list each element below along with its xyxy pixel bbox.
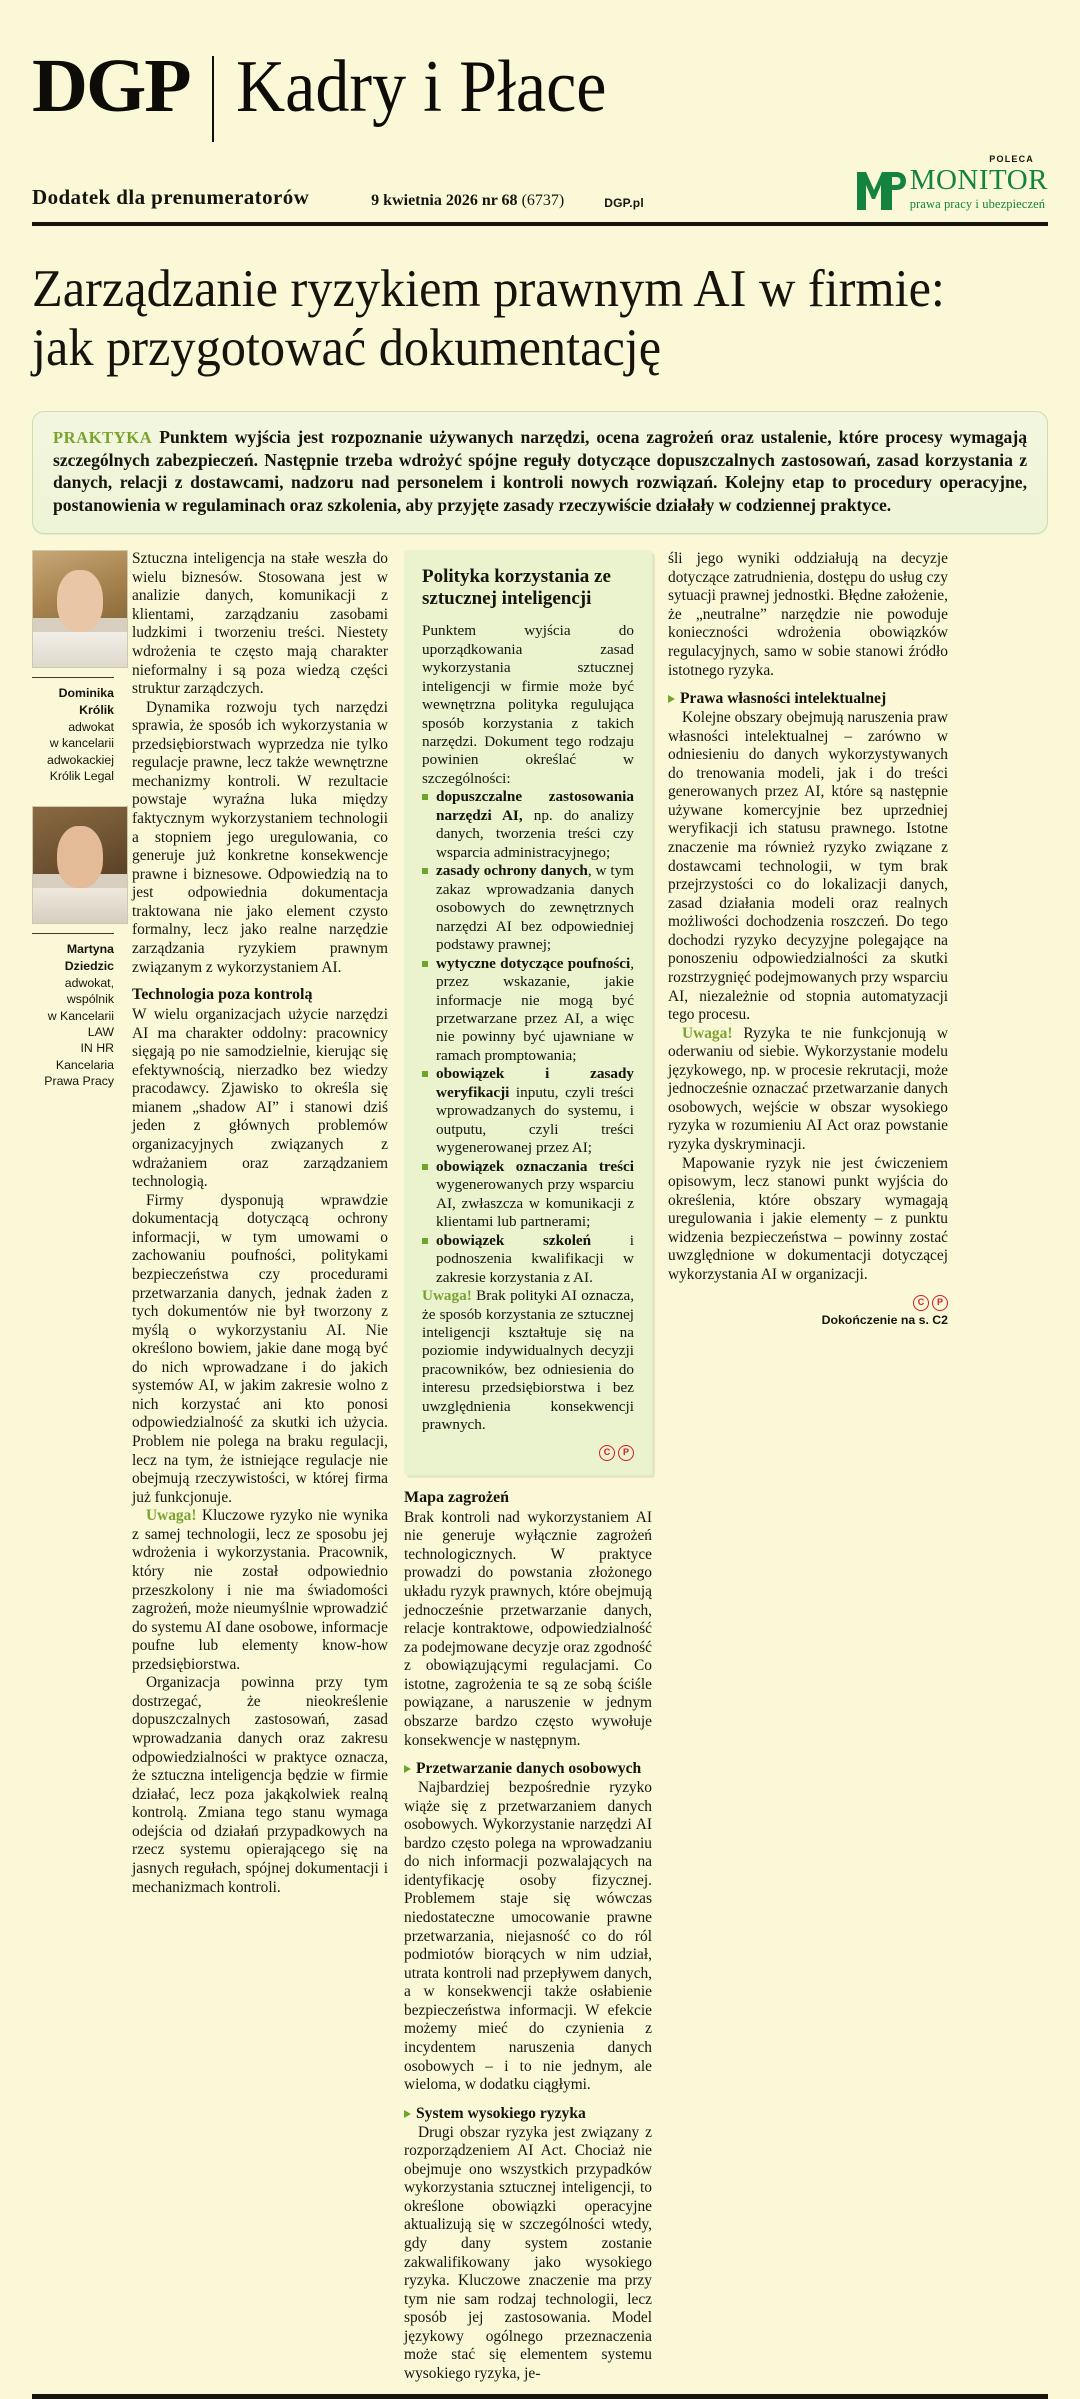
subsection-heading-label: Przetwarzanie danych osobowych — [416, 1760, 642, 1778]
issue-date-text: 9 kwietnia 2026 nr 68 — [371, 192, 518, 209]
policy-bullet-list — [422, 788, 634, 1287]
list-item — [422, 862, 634, 954]
list-item-rest: , w tym zakaz wprowadzania danych osobowych do zewnętrznych narzędzi AI bez odpowiedniej podstawy prawnej; — [436, 862, 634, 954]
footer-rule — [32, 2394, 1048, 2399]
section-heading: Technologia poza kontrolą — [132, 986, 313, 1004]
column-2-text — [404, 1489, 652, 2384]
supplement-label: Dodatek dla prenumeratorów — [32, 185, 310, 209]
list-item — [422, 1158, 634, 1232]
triangle-bullet-icon — [404, 1765, 411, 1773]
headline-line-1: Zarządzanie ryzykiem prawnym AI w firmie: — [32, 260, 945, 318]
list-item-bold: zasady ochrony danych — [436, 862, 588, 880]
list-item — [422, 1232, 634, 1287]
lead-tag: PRAKTYKA — [53, 427, 153, 447]
paragraph: Najbardziej bezpośrednie ryzyko wiąże się z przetwarzaniem danych osobowych. Wykorzystanie narzędzi AI bardzo często polega na wprowadzaniu do nich informacji pozwalających na identyfikację osoby fizycznej. Problemem staje się wówczas niedostateczne umocowanie prawne przetwarzania, niejasność co do ról podmiotów biorących w nim udział, utrata kontroli nad przepływem danych, a w konsekwencji także osłabienie bezpieczeństwa informacji. W efekcie możemy mieć do czynienia z incydentem naruszenia danych osobowych – i to nie jednym, ale wieloma, w dodatku ciągłymi. — [404, 1779, 652, 2094]
list-item — [422, 788, 634, 862]
note-label: Uwaga! — [682, 1024, 733, 1042]
paragraph: W wielu organizacjach użycie narzędzi AI ma charakter oddolny: pracownicy sięgają po nie samodzielnie, kierując się efektywnością, nierzadko bez wiedzy pracodawcy. Zjawisko to określa się mianem „shadow AI” i stanowi dziś jeden z głównych problemów organizacyjnych związanych z wdrażaniem oraz zarządzaniem technologią. — [132, 1006, 388, 1191]
policy-note — [422, 1287, 634, 1435]
list-item-bold: obowiązek szkoleń — [436, 1231, 592, 1249]
author-role-line: w kancelarii — [49, 736, 114, 751]
author-divider — [32, 933, 114, 934]
masthead-subrow — [32, 154, 1048, 211]
policy-intro: Punktem wyjścia do uporządkowania zasad wykorzystania sztucznej inteligencji w firmie może być wewnętrzna polityka regulująca sposób korzystania z takich narzędzi. Dokument tego rodzaju powinien określać w szczególności: — [422, 622, 634, 787]
subsection-heading — [404, 2105, 652, 2123]
section-heading: Mapa zagrożeń — [404, 1488, 510, 1506]
subsection-heading-label: System wysokiego ryzyka — [416, 2104, 586, 2122]
dgp-logo[interactable]: DGP — [32, 44, 190, 128]
author-role-line: IN HR Kancelaria — [55, 1041, 114, 1072]
author-role-line: adwokat, wspólnik — [64, 975, 114, 1007]
list-item-rest: np. do analizy danych, tworzenia treści czy wsparcia administracyjnego; — [436, 806, 634, 861]
monitor-text — [909, 164, 1048, 212]
copyright-p-icon: P — [618, 1445, 634, 1461]
list-item-bold: dopuszczalne zastosowania narzędzi AI, — [436, 788, 634, 824]
website-label[interactable]: DGP.pl — [604, 196, 644, 210]
partner-name: MONITOR — [909, 164, 1048, 196]
article-body — [32, 550, 1048, 2383]
paragraph: Organizacja powinna przy tym dostrzegać, że nieokreślenie dopuszczalnych zastosowań, zasad wprowadzania danych oraz zakresu odpowiedzialności w praktyce oznacza, że sztuczna inteligencja będzie w firmie działać, lecz poza jakąkolwiek realną kontrolą. Zmiana tego stanu wymaga odejścia od działań przypadkowych na rzecz systemu opierającego się na jasnych regułach, spójnej dokumentacji i mechanizmach kontroli. — [132, 1674, 388, 1896]
avatar — [32, 806, 128, 924]
triangle-bullet-icon — [404, 2110, 411, 2118]
list-item-bold: obowiązek i zasady weryfikacji — [436, 1065, 634, 1101]
headline-line-2: jak przygotować dokumentację — [32, 319, 662, 378]
copyright-c-icon: C — [913, 1295, 929, 1311]
issue-date — [371, 192, 564, 210]
note-label: Uwaga! — [146, 1507, 197, 1525]
masthead-rule — [32, 222, 1048, 226]
masthead — [0, 0, 1080, 210]
logo-divider — [212, 56, 214, 142]
author-card — [32, 550, 114, 784]
subsection-heading — [668, 690, 948, 708]
copyright-mark — [668, 1295, 948, 1311]
section-title-logo: Kadry i Płace — [236, 46, 607, 128]
author-card — [32, 806, 114, 1089]
partner-logo-block — [855, 154, 1048, 212]
copyright-c-icon: C — [599, 1445, 615, 1461]
lead-text: Punktem wyjścia jest rozpoznanie używanych narzędzi, ocena zagrożeń oraz ustalenie, które procesy wymagają szczególnych zabezpieczeń. Następnie trzeba wdrożyć spójne reguły dotyczące dopuszczalnych zastosowań, zasad korzystania z danych, relacji z dostawcami, nadzoru nad personelem i kontroli nowych rozwiązań. Kolejny etap to procedury operacyjne, postanowienia w regulaminach oraz szkolenia, aby przyjęte zasady rzeczywiście działały w codziennej praktyce. — [53, 426, 1027, 516]
paragraph: Firmy dysponują wprawdzie dokumentacją dotyczącą ochrony informacji, w tym umowami o zachowaniu poufności, politykami bezpieczeństwa czy procedurami przetwarzania danych, jednak żaden z tych dokumentów nie był tworzony z myślą o wykorzystaniu AI. Nie określono bowiem, jakie dane mogą być do nich wprowadzane i do jakich systemów AI, w jakim zakresie wolno z nich korzystać ani kto ponosi odpowiedzialność za skutki ich użycia. Problem nie polega na braku regulacji, lecz na tym, że istniejące regulacje nie obejmują rzeczywistości, w której firma już funkcjonuje. — [132, 1191, 388, 1506]
list-item-bold: wytyczne dotyczące poufności — [436, 954, 631, 972]
author-role-line: adwokackiej — [47, 752, 114, 767]
mp-monogram-icon — [855, 168, 907, 212]
paragraph: Mapowanie ryzyk nie jest ćwiczeniem opisowym, lecz stanowi punkt wyjścia do określenia, które obszary wymagają uregulowania i jakie elementy – z punktu widzenia bezpieczeństwa – powinny zostać uwzględnione w dokumentacji dotyczącej wykorzystania AI w organizacji. — [668, 1154, 948, 1283]
list-item-rest: , przez wskazanie, jakie informacje nie mogą być przetwarzane przez AI, a więc nie powinny być ujawniane w ramach promptowania; — [436, 954, 634, 1064]
paragraph: śli jego wyniki oddziałują na decyzje dotyczące zatrudnienia, dostępu do usług czy sytuacji prawnej jednostki. Błędne założenie, że „neutralne” narzędzie nie powoduje konieczności wdrożenia obowiązków regulacyjnych, samo w sobie stanowi źródło istotnego ryzyka. — [668, 550, 948, 679]
issue-number-paren: (6737) — [521, 192, 565, 209]
list-item-rest: inputu, czyli treści wprowadzanych do systemu, i outputu, czyli treści wygenerowanej przez AI; — [436, 1083, 634, 1157]
lead-paragraph — [53, 426, 1027, 517]
list-item-bold: obowiązek oznaczania treści — [436, 1157, 634, 1175]
partner-tagline: prawa pracy i ubezpieczeń — [909, 196, 1046, 211]
list-item — [422, 1065, 634, 1157]
note-body: Ryzyka te nie funkcjonują w oderwaniu od siebie. Wykorzystanie modelu językowego, np. w procesie rekrutacji, może jednocześnie oznaczać przetwarzanie danych osobowych, wejście w obszar wysokiego ryzyka w rozumieniu AI Act oraz powstanie ryzyka dyskryminacji. — [668, 1024, 948, 1154]
list-item-rest: wygenerowanych przy wsparciu AI, zwłaszcza w komunikacji z klientami lub partnerami; — [436, 1176, 634, 1231]
note-body: Kluczowe ryzyko nie wynika z samej technologii, lecz ze sposobu jej wdrożenia i wykorzystania. Pracownik, który nie został odpowiednio przeszkolony i nie ma świadomości zagrożeń, może nieumyślnie wprowadzić do systemu AI dane osobowe, informacje poufne lub elementy know-how przedsiębiorstwa. — [132, 1507, 388, 1673]
paragraph: Brak kontroli nad wykorzystaniem AI nie generuje wyłącznie zagrożeń technologicznych. W praktyce prowadzi do powstania złożonego układu ryzyk prawnych, które obejmują jednocześnie przetwarzanie danych, relacje kontraktowe, odpowiedzialność za podejmowane decyzje oraz zgodność z obowiązującymi regulacjami. Co istotne, zagrożenia te są ze sobą ściśle powiązane, a naruszenie w jednym obszarze bardzo często wywołuje konsekwencje w następnym. — [404, 1508, 652, 1749]
paragraph: Sztuczna inteligencja na stałe weszła do wielu biznesów. Stosowana jest w analizie danych, komunikacji z klientami, zarządzaniu zasobami ludzkimi i tworzeniu treści. Niestety wdrożenia te często mają charakter nieformalny i są poza wiedzą części struktur zarządczych. — [132, 550, 388, 698]
text-column-3 — [668, 550, 948, 2383]
paragraph: Kolejne obszary obejmują naruszenia praw własności intelektualnej – zarówno w odniesieniu do danych wykorzystywanych do trenowania modeli, jak i do treści generowanych przez AI, które są następnie używane komercyjnie bez uprzedniej weryfikacji ich statusu prawnego. Istotne znaczenie ma również ryzyko związane z dostawcami technologii, w tym brak przejrzystości co do lokalizacji danych, zasad działania modeli oraz realnych możliwości dochodzenia roszczeń. Do tego dochodzi ryzyko decyzyjne polegające na ponoszeniu odpowiedzialności za skutki rozstrzygnięć podejmowanych przy wsparciu AI, niezależnie od stopnia automatyzacji tego procesu. — [668, 709, 948, 1024]
author-role-line: Prawa Pracy — [44, 1073, 114, 1088]
author-role-line: w Kancelarii LAW — [47, 1008, 114, 1039]
text-column-1 — [132, 550, 404, 2383]
monitor-row — [855, 164, 1048, 212]
subsection-heading-label: Prawa własności intelektualnej — [680, 690, 887, 708]
author-name: Martyna Dziedzic — [64, 942, 114, 973]
author-divider — [32, 677, 114, 678]
lead-box — [32, 411, 1048, 534]
policy-box-title: Polityka korzystania ze sztucznej inteligencji — [422, 566, 611, 610]
avatar — [32, 550, 128, 668]
continuation-note: Dokończenie na s. C2 — [821, 1312, 948, 1327]
paragraph: Drugi obszar ryzyka jest związany z rozporządzeniem AI Act. Chociaż nie obejmuje ono wszystkich przypadków wykorzystania sztucznej inteligencji, to określone obowiązki operacyjne aktualizują się w szczególności wtedy, gdy dany system zostanie zakwalifikowany jako wysokiego ryzyka. Kluczowe znaczenie ma przy tym nie sam rodzaj technologii, lecz sposób jej zastosowania. Model językowy ogólnego przeznaczenia może stać się elementem systemu wysokiego ryzyka, je- — [404, 2123, 652, 2382]
paragraph-with-note — [132, 1507, 388, 1674]
page-title — [32, 260, 997, 379]
list-item-rest: i podnoszenia kwalifikacji w zakresie korzystania z AI. — [436, 1231, 634, 1286]
policy-sidebar-box — [404, 550, 652, 1475]
poleca-label: POLECA — [989, 154, 1034, 164]
logo-row — [32, 44, 1048, 142]
copyright-mark — [422, 1445, 634, 1461]
author-name: Dominika Królik — [58, 686, 114, 717]
paragraph: Dynamika rozwoju tych narzędzi sprawia, że sposób ich wykorzystania w przedsiębiorstwach wyprzedza nie tylko regulacje prawne, lecz także wewnętrzne mechanizmy kontroli. W rezultacie powstaje wyraźna luka między faktycznym wykorzystaniem technologii a stopniem jego uregulowania, co generuje już konkretne konsekwencje prawne i biznesowe. Odpowiedzią na to jest odpowiednia dokumentacja traktowana nie jako element czysto formalny, lecz jako realne narzędzie zarządzania ryzykiem prawnym związanym z wykorzystaniem AI. — [132, 698, 388, 976]
note-label: Uwaga! — [422, 1287, 472, 1305]
copyright-p-icon: P — [932, 1295, 948, 1311]
author-role-line: adwokat — [68, 719, 114, 734]
subsection-heading — [404, 1760, 652, 1778]
text-column-2 — [404, 550, 668, 2383]
triangle-bullet-icon — [668, 695, 675, 703]
note-body: Brak polityki AI oznacza, że sposób korzystania ze sztucznej inteligencji kształtuje się na poziomie indywidualnych decyzji pracowników, bez odniesienia do interesu przedsiębiorstwa i bez uwzględnienia konsekwencji prawnych. — [422, 1287, 634, 1434]
authors-column — [32, 550, 132, 2383]
list-item — [422, 955, 634, 1066]
paragraph-with-note — [668, 1025, 948, 1155]
author-role-line: Królik Legal — [49, 768, 114, 783]
